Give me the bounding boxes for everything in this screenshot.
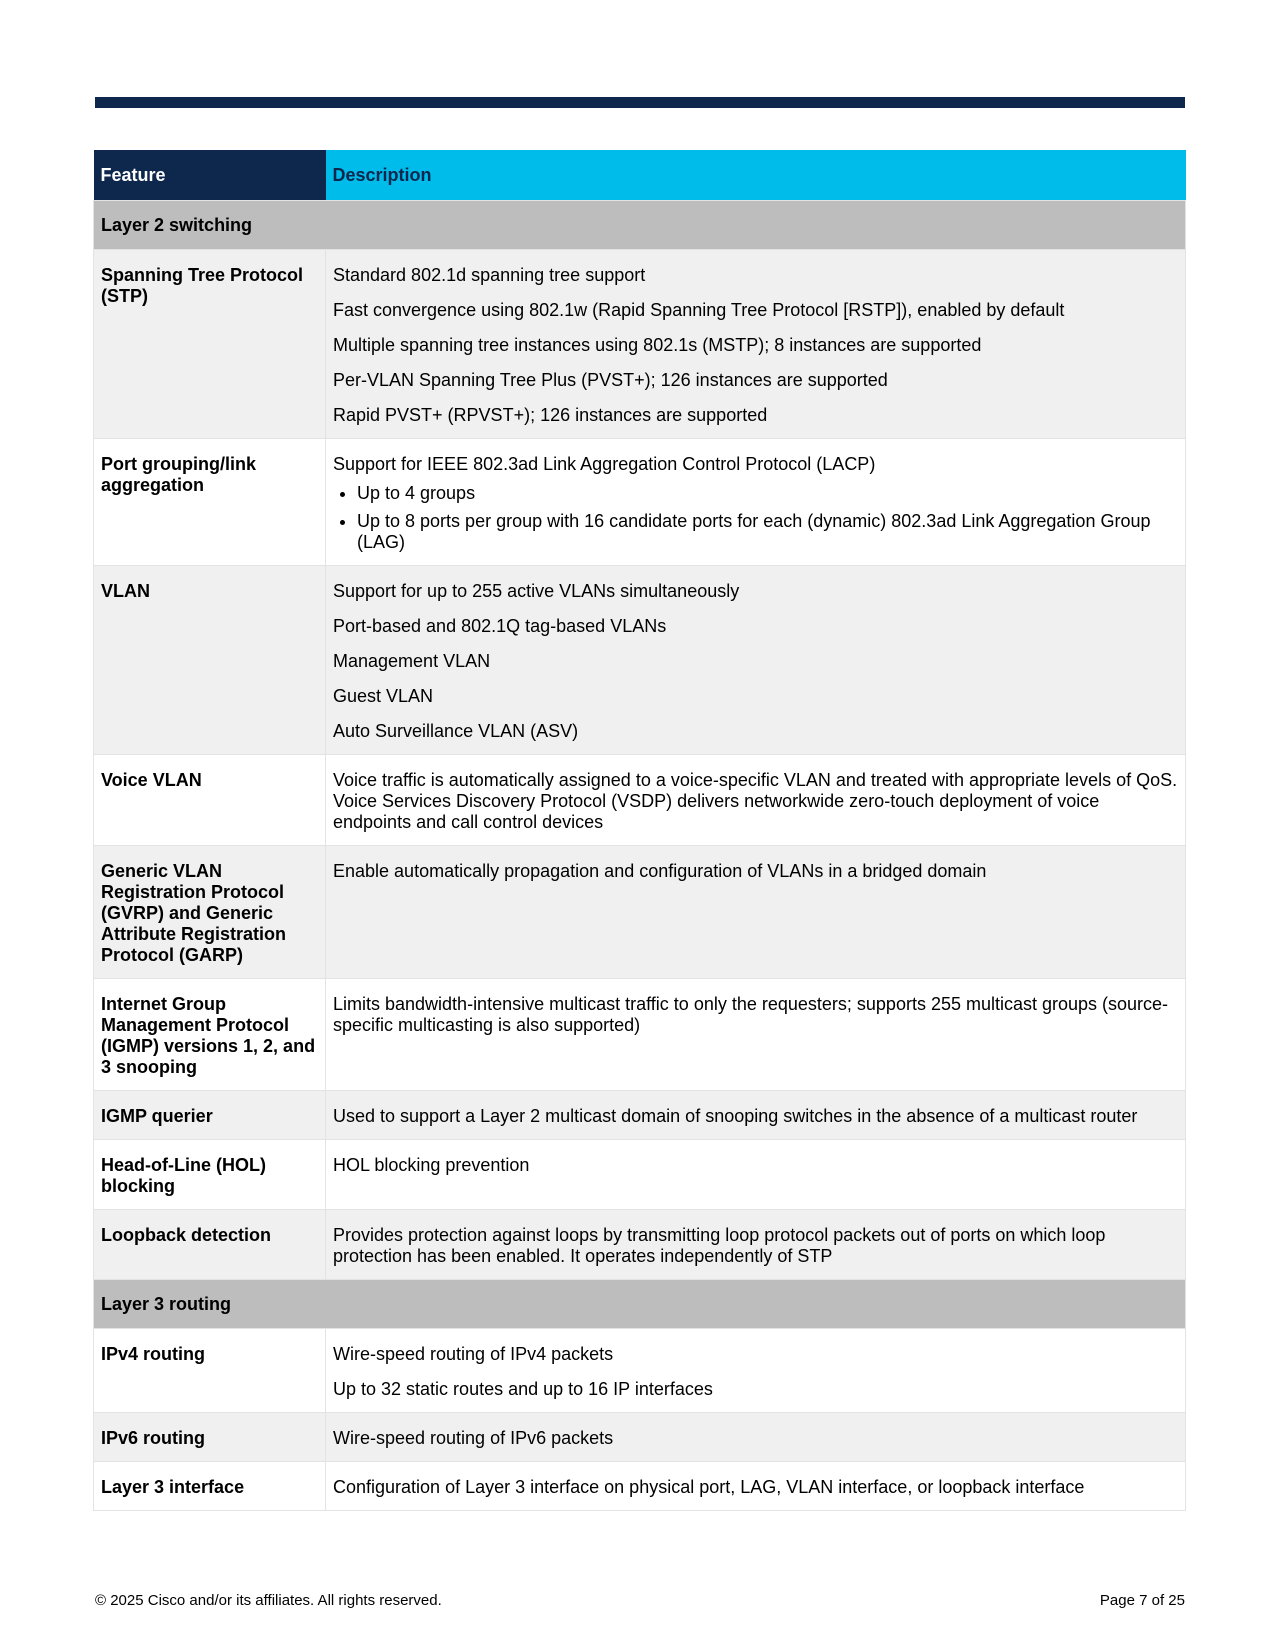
- table-row: [94, 566, 1186, 755]
- description-line: Support for up to 255 active VLANs simultaneously: [333, 581, 740, 601]
- table-row: [94, 1091, 1186, 1140]
- feature-description: [326, 755, 1186, 846]
- table-row: [94, 1329, 1186, 1413]
- column-header-feature: Feature: [94, 150, 326, 201]
- description-line: Auto Surveillance VLAN (ASV): [333, 721, 579, 741]
- feature-description: [326, 1091, 1186, 1140]
- table-row: [94, 1140, 1186, 1210]
- feature-description: [326, 566, 1186, 755]
- description-line: Fast convergence using 802.1w (Rapid Spanning Tree Protocol [RSTP]), enabled by default: [333, 300, 1065, 320]
- section-row: [94, 201, 1186, 250]
- feature-name: IPv6 routing: [94, 1413, 326, 1462]
- description-line: Support for IEEE 802.3ad Link Aggregation Control Protocol (LACP): [333, 454, 876, 474]
- feature-name: IGMP querier: [94, 1091, 326, 1140]
- page-number: Page 7 of 25: [1099, 1592, 1185, 1609]
- description-line: Provides protection against loops by transmitting loop protocol packets out of ports on which loop protection has been enabled. It operates independently of STP: [333, 1225, 1106, 1266]
- feature-name: Layer 3 interface: [94, 1462, 326, 1511]
- table-row: [94, 755, 1186, 846]
- section-title: Layer 2 switching: [94, 201, 1186, 250]
- feature-name: Spanning Tree Protocol (STP): [94, 250, 326, 439]
- section-title: Layer 3 routing: [94, 1280, 1186, 1329]
- table-row: [94, 250, 1186, 439]
- description-line: Limits bandwidth-intensive multicast traffic to only the requesters; supports 255 multicast groups (source-specific multicasting is also supported): [333, 994, 1169, 1035]
- description-line: Used to support a Layer 2 multicast domain of snooping switches in the absence of a multicast router: [333, 1106, 1138, 1126]
- description-line: Management VLAN: [333, 651, 491, 671]
- feature-description: [326, 1413, 1186, 1462]
- description-line: Per-VLAN Spanning Tree Plus (PVST+); 126 instances are supported: [333, 370, 888, 390]
- table-row: [94, 439, 1186, 566]
- copyright-notice: © 2025 Cisco and/or its affiliates. All rights reserved.: [95, 1592, 442, 1609]
- description-line: Up to 32 static routes and up to 16 IP interfaces: [333, 1379, 713, 1399]
- description-line: Wire-speed routing of IPv4 packets: [333, 1344, 614, 1364]
- description-bullet-list: [333, 483, 1178, 553]
- feature-name: Generic VLAN Registration Protocol (GVRP) and Generic Attribute Registration Protocol (GARP): [94, 846, 326, 979]
- description-line: Voice traffic is automatically assigned to a voice-specific VLAN and treated with appropriate levels of QoS. Voice Services Discovery Protocol (VSDP) delivers networkwide zero-touch deployment of voice endpoints and call control devices: [333, 770, 1178, 832]
- table-header-row: [94, 150, 1186, 201]
- feature-table: [93, 150, 1186, 1511]
- bullet-item: • Up to 4 groups: [357, 483, 1178, 504]
- feature-name: Port grouping/link aggregation: [94, 439, 326, 566]
- feature-description: [326, 846, 1186, 979]
- description-line: Configuration of Layer 3 interface on physical port, LAG, VLAN interface, or loopback interface: [333, 1477, 1085, 1497]
- description-line: HOL blocking prevention: [333, 1155, 530, 1175]
- description-line: Enable automatically propagation and configuration of VLANs in a bridged domain: [333, 861, 987, 881]
- feature-name: VLAN: [94, 566, 326, 755]
- feature-description: [326, 1210, 1186, 1280]
- table-row: [94, 1462, 1186, 1511]
- table-row: [94, 979, 1186, 1091]
- feature-description: [326, 979, 1186, 1091]
- feature-name: Voice VLAN: [94, 755, 326, 846]
- feature-description: [326, 1329, 1186, 1413]
- description-line: Standard 802.1d spanning tree support: [333, 265, 646, 285]
- feature-description: [326, 1462, 1186, 1511]
- feature-name: IPv4 routing: [94, 1329, 326, 1413]
- section-row: [94, 1280, 1186, 1329]
- description-line: Wire-speed routing of IPv6 packets: [333, 1428, 614, 1448]
- feature-name: Loopback detection: [94, 1210, 326, 1280]
- table-row: [94, 1210, 1186, 1280]
- description-line: Port-based and 802.1Q tag-based VLANs: [333, 616, 667, 636]
- feature-description: [326, 1140, 1186, 1210]
- description-line: Guest VLAN: [333, 686, 434, 706]
- table-row: [94, 1413, 1186, 1462]
- description-line: Multiple spanning tree instances using 802.1s (MSTP); 8 instances are supported: [333, 335, 982, 355]
- table-row: [94, 846, 1186, 979]
- feature-description: [326, 439, 1186, 566]
- header-rule: [95, 97, 1185, 108]
- feature-description: [326, 250, 1186, 439]
- column-header-description: Description: [326, 150, 1186, 201]
- bullet-item: • Up to 8 ports per group with 16 candidate ports for each (dynamic) 802.3ad Link Aggregation Group (LAG): [357, 511, 1178, 553]
- feature-name: Internet Group Management Protocol (IGMP) versions 1, 2, and 3 snooping: [94, 979, 326, 1091]
- feature-name: Head-of-Line (HOL) blocking: [94, 1140, 326, 1210]
- description-line: Rapid PVST+ (RPVST+); 126 instances are supported: [333, 405, 768, 425]
